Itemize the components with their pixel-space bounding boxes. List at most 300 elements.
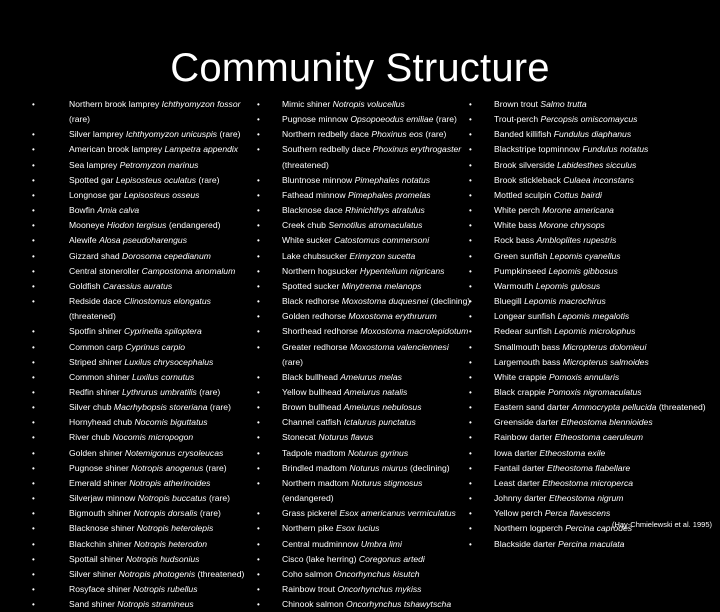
scientific-name: Petromyzon marinus	[119, 159, 199, 170]
species-list-item	[69, 370, 259, 385]
scientific-name: Ictalurus punctatus	[343, 417, 416, 428]
species-list-item	[494, 173, 709, 188]
scientific-name: Noturus flavus	[318, 432, 374, 443]
species-list-item	[282, 461, 472, 476]
scientific-name: Etheostoma blennioides	[560, 417, 653, 428]
scientific-name: Lepomis gibbosus	[548, 265, 618, 276]
species-entry	[494, 266, 618, 276]
species-entry	[282, 372, 402, 382]
common-name: Northern hogsucker	[282, 265, 358, 276]
common-name: Brindled madtom	[282, 462, 347, 473]
common-name: Largemouth bass	[494, 356, 561, 367]
species-entry	[282, 205, 425, 215]
common-name: Bowfin	[69, 205, 95, 216]
common-name: Redear sunfish	[494, 326, 552, 337]
scientific-name: Noturus gyrinus	[347, 447, 409, 458]
status-note: (threatened)	[197, 568, 245, 579]
species-entry	[282, 387, 407, 397]
common-name: Sea lamprey	[69, 159, 118, 170]
species-entry	[494, 175, 634, 185]
species-list-item	[69, 158, 259, 173]
status-note: (threatened)	[658, 402, 706, 413]
species-entry	[69, 160, 198, 170]
species-list-item	[494, 127, 709, 142]
species-list-item	[494, 415, 709, 430]
common-name: Common carp	[69, 341, 123, 352]
species-list-item	[282, 340, 472, 370]
common-name: Stonecat	[282, 432, 316, 443]
common-name: Black redhorse	[282, 296, 340, 307]
status-note: (rare)	[435, 114, 457, 125]
scientific-name: Notropis anogenus	[131, 462, 204, 473]
common-name: Rainbow trout	[282, 584, 336, 594]
common-name: Spotfin shiner	[69, 326, 122, 337]
scientific-name: Cyprinella spiloptera	[123, 326, 202, 337]
scientific-name: Morone americana	[542, 205, 614, 216]
species-list-item	[494, 476, 709, 491]
species-list-item	[69, 491, 259, 506]
species-list-item	[69, 521, 259, 536]
scientific-name: Notropis buccatus	[137, 493, 207, 504]
species-entry	[69, 599, 194, 609]
species-entry	[494, 99, 587, 109]
common-name: Pugnose shiner	[69, 462, 129, 473]
species-entry	[69, 220, 220, 230]
scientific-name: Luxilus cornutus	[132, 371, 195, 382]
common-name: Brown bullhead	[282, 402, 342, 413]
common-name: Banded killifish	[494, 129, 552, 140]
species-entry	[69, 296, 211, 321]
species-list-item	[282, 97, 472, 112]
species-list-item	[282, 446, 472, 461]
species-entry	[494, 114, 637, 124]
common-name: Blacknose dace	[282, 205, 343, 216]
common-name: Yellow perch	[494, 508, 543, 519]
scientific-name: Lampetra appendix	[164, 144, 239, 155]
common-name: Northern redbelly dace	[282, 129, 369, 140]
scientific-name: Ambloplites rupestris	[536, 235, 617, 246]
species-list-item	[494, 400, 709, 415]
species-list-item	[69, 97, 259, 127]
species-entry	[69, 326, 202, 336]
scientific-name: Luxilus chrysocephalus	[124, 356, 214, 367]
common-name: Silver chub	[69, 402, 112, 413]
species-list-item	[69, 461, 259, 476]
species-entry	[282, 129, 446, 139]
scientific-name: Semotilus atromaculatus	[328, 220, 423, 231]
common-name: Hornyhead chub	[69, 417, 133, 428]
status-note: (rare)	[282, 356, 304, 367]
scientific-name: Lepomis microlophus	[554, 326, 636, 337]
citation: (Hay-Chmielewski et al. 1995)	[611, 520, 712, 529]
common-name: Pumpkinseed	[494, 265, 547, 276]
species-list-item	[282, 142, 472, 172]
species-entry	[282, 448, 408, 458]
common-name: Silverjaw minnow	[69, 493, 136, 504]
scientific-name: Lythrurus umbratilis	[122, 386, 197, 397]
species-entry	[494, 129, 631, 139]
species-entry	[494, 326, 635, 336]
species-entry	[69, 478, 210, 488]
common-name: Rock bass	[494, 235, 535, 246]
species-entry	[69, 463, 227, 473]
scientific-name: Percina caprodes	[565, 523, 633, 534]
common-name: Mottled sculpin	[494, 189, 552, 200]
common-name: Northern madtom	[282, 477, 349, 488]
common-name: Spottail shiner	[69, 553, 124, 564]
species-list-item	[69, 173, 259, 188]
scientific-name: Notropis rubellus	[133, 584, 198, 594]
species-list-item	[282, 188, 472, 203]
scientific-name: Moxostoma erythrurum	[348, 311, 437, 322]
species-list-item	[494, 188, 709, 203]
species-list-item	[69, 264, 259, 279]
scientific-name: Ammocrypta pellucida	[571, 402, 657, 413]
species-entry	[69, 508, 221, 518]
species-list-item	[69, 400, 259, 415]
common-name: Mooneye	[69, 220, 105, 231]
species-entry	[494, 387, 642, 397]
common-name: Northern pike	[282, 523, 334, 534]
scientific-name: Noturus miurus	[349, 462, 408, 473]
species-list-item	[494, 461, 709, 476]
status-note: (rare)	[219, 129, 241, 140]
species-entry	[282, 478, 422, 503]
common-name: Least darter	[494, 477, 540, 488]
species-list-item	[69, 188, 259, 203]
species-entry	[282, 508, 456, 518]
scientific-name: Umbra limi	[360, 538, 402, 549]
species-list-item	[69, 233, 259, 248]
species-list-column-2	[282, 97, 472, 612]
scientific-name: Labidesthes sicculus	[557, 159, 637, 170]
scientific-name: Lepisosteus osseus	[123, 189, 200, 200]
status-note: (threatened)	[282, 159, 329, 170]
common-name: Tadpole madtom	[282, 447, 346, 458]
common-name: American brook lamprey	[69, 144, 163, 155]
species-list-item	[69, 340, 259, 355]
species-entry	[282, 326, 468, 336]
species-entry	[282, 251, 415, 261]
species-list-item	[282, 324, 472, 339]
species-entry	[282, 584, 421, 594]
scientific-name: Etheostoma nigrum	[548, 493, 624, 504]
scientific-name: Phoxinus eos	[371, 129, 423, 140]
scientific-name: Macrhybopsis storeriana	[113, 402, 208, 413]
scientific-name: Lepomis gulosus	[535, 280, 601, 291]
scientific-name: Oncorhynchus kisutch	[335, 568, 420, 579]
species-list-item	[494, 279, 709, 294]
species-entry	[494, 478, 633, 488]
scientific-name: Ameiurus melas	[340, 371, 402, 382]
species-entry	[282, 114, 457, 124]
species-list-item	[494, 233, 709, 248]
species-list-item	[69, 279, 259, 294]
common-name: River chub	[69, 432, 111, 443]
species-list-item	[69, 127, 259, 142]
species-list-item	[494, 203, 709, 218]
common-name: Rainbow darter	[494, 432, 553, 443]
species-list-item	[69, 385, 259, 400]
common-name: Bluntnose minnow	[282, 174, 353, 185]
common-name: White sucker	[282, 235, 332, 246]
scientific-name: Ameiurus natalis	[343, 386, 408, 397]
common-name: Longear sunfish	[494, 311, 556, 322]
slide-title: Community Structure	[170, 46, 550, 90]
common-name: Golden redhorse	[282, 311, 347, 322]
common-name: Coho salmon	[282, 568, 333, 579]
species-entry	[494, 281, 600, 291]
species-list-item	[69, 476, 259, 491]
status-note: (rare)	[209, 402, 231, 413]
common-name: Grass pickerel	[282, 508, 337, 519]
common-name: Sand shiner	[69, 599, 115, 610]
scientific-name: Lepisosteus oculatus	[115, 174, 197, 185]
common-name: Bigmouth shiner	[69, 508, 132, 519]
common-name: Greenside darter	[494, 417, 559, 428]
common-name: Longnose gar	[69, 189, 122, 200]
species-list-item	[494, 249, 709, 264]
status-note: (rare)	[199, 386, 221, 397]
species-list-item	[494, 97, 709, 112]
species-entry	[494, 235, 616, 245]
scientific-name: Lepomis cyanellus	[549, 250, 621, 261]
scientific-name: Lepomis megalotis	[557, 311, 630, 322]
status-note: (rare)	[208, 493, 230, 504]
common-name: Alewife	[69, 235, 97, 246]
species-list-item	[282, 203, 472, 218]
scientific-name: Moxostoma macrolepidotum	[360, 326, 469, 337]
species-list-item	[69, 324, 259, 339]
common-name: White perch	[494, 205, 540, 216]
scientific-name: Catostomus commersoni	[334, 235, 430, 246]
species-entry	[282, 417, 416, 427]
scientific-name: Salmo trutta	[540, 99, 587, 109]
species-entry	[494, 493, 623, 503]
common-name: Striped shiner	[69, 356, 123, 367]
scientific-name: Amia calva	[97, 205, 140, 216]
species-list-item	[282, 506, 472, 521]
species-list-item	[282, 112, 472, 127]
species-entry	[494, 144, 648, 154]
common-name: Southern redbelly dace	[282, 144, 371, 155]
species-list-item	[282, 582, 472, 597]
species-entry	[282, 402, 422, 412]
common-name: Brook stickleback	[494, 174, 561, 185]
species-list-item	[494, 324, 709, 339]
scientific-name: Alosa pseudoharengus	[99, 235, 188, 246]
species-entry	[282, 99, 405, 109]
species-list-column-1	[69, 97, 259, 612]
scientific-name: Ameiurus nebulosus	[343, 402, 422, 413]
scientific-name: Notropis heterolepis	[136, 523, 214, 534]
species-list-item	[69, 415, 259, 430]
species-list-item	[494, 218, 709, 233]
species-entry	[282, 296, 470, 306]
common-name: Northern logperch	[494, 523, 563, 534]
species-list-item	[494, 370, 709, 385]
scientific-name: Coregonus artedi	[358, 553, 425, 564]
species-entry	[69, 448, 223, 458]
species-list-item	[69, 537, 259, 552]
scientific-name: Morone chrysops	[538, 220, 605, 231]
species-list-item	[282, 415, 472, 430]
common-name: Trout-perch	[494, 114, 539, 125]
species-entry	[69, 493, 230, 503]
species-entry	[282, 220, 422, 230]
common-name: Channel catfish	[282, 417, 342, 428]
species-entry	[282, 463, 450, 473]
species-entry	[282, 599, 451, 609]
species-entry	[282, 569, 420, 579]
species-list-item	[494, 264, 709, 279]
common-name: Blackstripe topminnow	[494, 144, 580, 155]
species-list-item	[494, 112, 709, 127]
species-list-item	[282, 476, 472, 506]
scientific-name: Nocomis micropogon	[112, 432, 194, 443]
species-list-item	[282, 430, 472, 445]
common-name: White crappie	[494, 371, 547, 382]
species-list-item	[282, 597, 472, 612]
scientific-name: Perca flavescens	[544, 508, 611, 519]
scientific-name: Rhinichthys atratulus	[345, 205, 425, 216]
common-name: Chinook salmon	[282, 599, 344, 610]
status-note: (threatened)	[69, 311, 116, 322]
common-name: Bluegill	[494, 296, 522, 307]
scientific-name: Notropis stramineus	[117, 599, 194, 610]
species-entry	[69, 99, 240, 124]
species-entry	[69, 205, 139, 215]
common-name: White bass	[494, 220, 537, 231]
status-note: (endangered)	[282, 493, 334, 504]
scientific-name: Ichthyomyzon fossor	[161, 99, 241, 109]
common-name: Central mudminnow	[282, 538, 359, 549]
species-entry	[69, 569, 244, 579]
scientific-name: Notropis heterodon	[133, 538, 208, 549]
species-list-item	[69, 249, 259, 264]
species-list-item	[282, 218, 472, 233]
species-list-item	[282, 294, 472, 309]
scientific-name: Esox americanus vermiculatus	[339, 508, 456, 519]
common-name: Blackchin shiner	[69, 538, 132, 549]
scientific-name: Noturus stigmosus	[351, 477, 423, 488]
scientific-name: Etheostoma microperca	[542, 477, 634, 488]
common-name: Black bullhead	[282, 371, 338, 382]
common-name: Gizzard shad	[69, 250, 120, 261]
species-list-item	[69, 597, 259, 612]
scientific-name: Notropis volucellus	[332, 99, 405, 109]
status-note: (rare)	[205, 462, 227, 473]
scientific-name: Fundulus notatus	[582, 144, 649, 155]
species-list-item	[494, 355, 709, 370]
scientific-name: Notropis dorsalis	[133, 508, 198, 519]
common-name: Eastern sand darter	[494, 402, 570, 413]
scientific-name: Oncorhynchus mykiss	[337, 584, 422, 594]
status-note: (rare)	[425, 129, 447, 140]
species-entry	[282, 554, 425, 564]
species-entry	[494, 432, 643, 442]
species-list-item	[282, 552, 472, 567]
species-list-item	[494, 446, 709, 461]
species-list-item	[282, 249, 472, 264]
species-list-item	[69, 294, 259, 324]
common-name: Smallmouth bass	[494, 341, 560, 352]
species-entry	[494, 342, 646, 352]
common-name: Spotted gar	[69, 174, 114, 185]
species-list-item	[69, 506, 259, 521]
species-entry	[494, 190, 602, 200]
species-list-item	[494, 430, 709, 445]
common-name: Silver shiner	[69, 568, 117, 579]
species-entry	[282, 266, 444, 276]
common-name: Iowa darter	[494, 447, 537, 458]
species-list-item	[69, 142, 259, 157]
status-note: (declining)	[430, 296, 471, 307]
species-entry	[282, 190, 431, 200]
species-entry	[69, 357, 213, 367]
common-name: Black crappie	[494, 386, 546, 397]
species-entry	[69, 539, 207, 549]
scientific-name: Campostoma anomalum	[141, 265, 236, 276]
species-entry	[494, 448, 605, 458]
species-entry	[494, 539, 624, 549]
species-list-item	[282, 521, 472, 536]
common-name: Brown trout	[494, 99, 538, 109]
species-list-item	[282, 400, 472, 415]
species-list-item	[494, 385, 709, 400]
common-name: Northern brook lamprey	[69, 99, 160, 109]
common-name: Cisco (lake herring)	[282, 553, 357, 564]
common-name: Blacknose shiner	[69, 523, 135, 534]
scientific-name: Lepomis macrochirus	[524, 296, 606, 307]
species-list-item	[494, 491, 709, 506]
species-entry	[282, 523, 379, 533]
species-list-item	[282, 309, 472, 324]
species-list-item	[69, 552, 259, 567]
species-entry	[494, 296, 606, 306]
common-name: Shorthead redhorse	[282, 326, 358, 337]
species-entry	[494, 463, 630, 473]
common-name: Lake chubsucker	[282, 250, 347, 261]
species-entry	[494, 372, 619, 382]
scientific-name: Ichthyomyzon unicuspis	[125, 129, 218, 140]
common-name: Emerald shiner	[69, 477, 127, 488]
species-entry	[494, 220, 605, 230]
common-name: Rosyface shiner	[69, 584, 131, 594]
scientific-name: Moxostoma duquesnei	[341, 296, 429, 307]
species-entry	[494, 205, 614, 215]
scientific-name: Percina maculata	[558, 538, 625, 549]
scientific-name: Culaea inconstans	[563, 174, 634, 185]
species-entry	[69, 175, 220, 185]
species-entry	[69, 584, 198, 594]
common-name: Fathead minnow	[282, 189, 346, 200]
scientific-name: Cyprinus carpio	[125, 341, 186, 352]
scientific-name: Carassius auratus	[102, 280, 173, 291]
scientific-name: Etheostoma caeruleum	[554, 432, 644, 443]
species-entry	[494, 251, 621, 261]
species-list-item	[494, 294, 709, 309]
species-list-item	[69, 446, 259, 461]
scientific-name: Notropis photogenis	[118, 568, 196, 579]
common-name: Blackside darter	[494, 538, 556, 549]
species-entry	[494, 402, 706, 412]
species-entry	[282, 144, 461, 169]
common-name: Pugnose minnow	[282, 114, 348, 125]
species-entry	[494, 311, 629, 321]
scientific-name: Erimyzon sucetta	[349, 250, 416, 261]
species-entry	[69, 190, 199, 200]
